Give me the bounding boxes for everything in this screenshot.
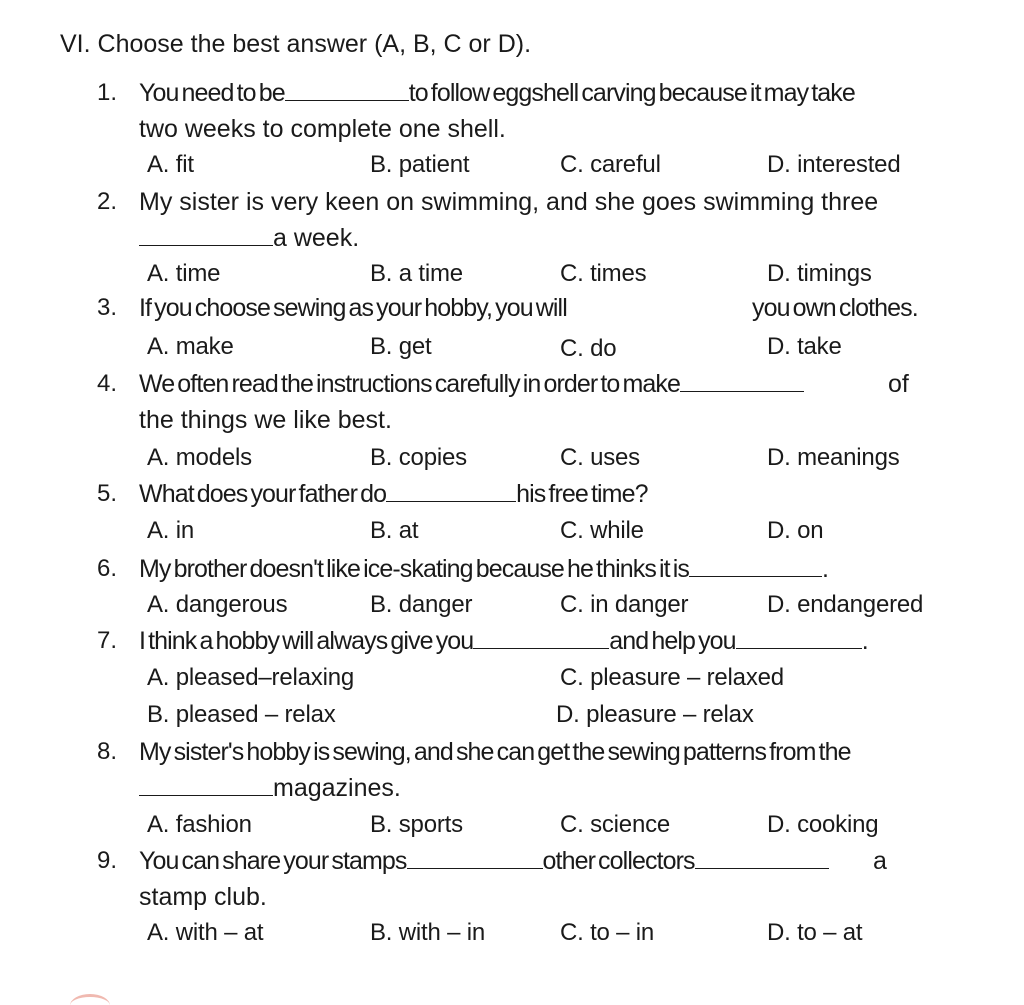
- option-a[interactable]: A. in: [147, 517, 195, 544]
- option-a[interactable]: A. models: [147, 444, 252, 471]
- question-stem-line: magazines.: [139, 773, 401, 803]
- option-c[interactable]: C. pleasure – relaxed: [560, 664, 784, 691]
- option-b[interactable]: B. get: [370, 333, 432, 360]
- answer-blank[interactable]: [736, 628, 862, 649]
- question-stem-line: You can share your stamps other collectors: [139, 846, 829, 876]
- option-b[interactable]: B. sports: [370, 811, 463, 838]
- option-d[interactable]: D. on: [767, 517, 824, 544]
- answer-blank[interactable]: [139, 775, 273, 796]
- option-b[interactable]: B. with – in: [370, 919, 485, 946]
- question-stem-line: You need to be to follow eggshell carving because it may take: [139, 79, 855, 107]
- question-stem-line: We often read the instructions carefully in order to make: [139, 369, 804, 399]
- answer-blank[interactable]: [473, 628, 609, 649]
- question-number: 6.: [97, 555, 118, 582]
- exercise-heading: VI. Choose the best answer (A, B, C or D).: [60, 30, 532, 58]
- question-number: 4.: [97, 370, 118, 397]
- option-b[interactable]: B. danger: [370, 591, 473, 618]
- question-number: 9.: [97, 847, 118, 874]
- option-a[interactable]: A. time: [147, 260, 221, 287]
- page-edge-mark: [70, 994, 110, 1005]
- option-c[interactable]: C. uses: [560, 444, 640, 471]
- question-stem-line: My sister's hobby is sewing, and she can get the sewing patterns from the: [139, 738, 851, 766]
- option-a[interactable]: A. pleased–relaxing: [147, 664, 355, 691]
- option-c[interactable]: C. science: [560, 811, 671, 838]
- option-d[interactable]: D. pleasure – relax: [556, 701, 754, 728]
- question-stem-line: What does your father do his free time?: [139, 480, 648, 508]
- question-number: 1.: [97, 79, 118, 106]
- option-a[interactable]: A. with – at: [147, 919, 264, 946]
- option-d[interactable]: D. cooking: [767, 811, 879, 838]
- question-number: 2.: [97, 188, 118, 215]
- question-stem-line: a: [873, 847, 887, 875]
- option-d[interactable]: D. meanings: [767, 444, 900, 471]
- option-d[interactable]: D. take: [767, 333, 842, 360]
- answer-blank[interactable]: [139, 225, 273, 246]
- option-b[interactable]: B. patient: [370, 151, 470, 178]
- option-c[interactable]: C. while: [560, 517, 644, 544]
- question-stem-line: stamp club.: [139, 883, 267, 911]
- question-stem-line: My sister is very keen on swimming, and she goes swimming three: [139, 188, 879, 216]
- option-c[interactable]: C. careful: [560, 151, 661, 178]
- answer-blank[interactable]: [680, 371, 804, 392]
- question-stem-line: I think a hobby will always give you and help you .: [139, 627, 868, 655]
- question-number: 3.: [97, 294, 118, 321]
- option-a[interactable]: A. fashion: [147, 811, 252, 838]
- answer-blank[interactable]: [695, 848, 829, 869]
- option-c[interactable]: C. to – in: [560, 919, 655, 946]
- question-stem-line: of: [888, 370, 909, 398]
- option-c[interactable]: C. times: [560, 260, 647, 287]
- option-a[interactable]: A. dangerous: [147, 591, 288, 618]
- question-stem-line: two weeks to complete one shell.: [139, 115, 506, 143]
- option-d[interactable]: D. interested: [767, 151, 901, 178]
- question-number: 7.: [97, 627, 118, 654]
- option-d[interactable]: D. endangered: [767, 591, 924, 618]
- answer-blank[interactable]: [689, 556, 822, 577]
- question-number: 5.: [97, 480, 118, 507]
- option-b[interactable]: B. pleased – relax: [147, 701, 336, 728]
- question-number: 8.: [97, 738, 118, 765]
- question-stem-line: If you choose sewing as your hobby, you will: [139, 294, 567, 322]
- option-b[interactable]: B. a time: [370, 260, 463, 287]
- answer-blank[interactable]: [407, 848, 543, 869]
- answer-blank[interactable]: [386, 481, 516, 502]
- option-b[interactable]: B. copies: [370, 444, 467, 471]
- question-stem-line: you own clothes.: [752, 294, 918, 322]
- option-b[interactable]: B. at: [370, 517, 419, 544]
- question-stem-line: My brother doesn't like ice-skating because he thinks it is .: [139, 555, 829, 583]
- option-a[interactable]: A. fit: [147, 151, 194, 178]
- option-d[interactable]: D. timings: [767, 260, 872, 287]
- option-a[interactable]: A. make: [147, 333, 234, 360]
- option-c[interactable]: C. do: [560, 335, 617, 362]
- question-stem-line: a week.: [139, 223, 359, 253]
- option-c[interactable]: C. in danger: [560, 591, 689, 618]
- question-stem-line: the things we like best.: [139, 406, 392, 434]
- option-d[interactable]: D. to – at: [767, 919, 863, 946]
- answer-blank[interactable]: [285, 80, 409, 101]
